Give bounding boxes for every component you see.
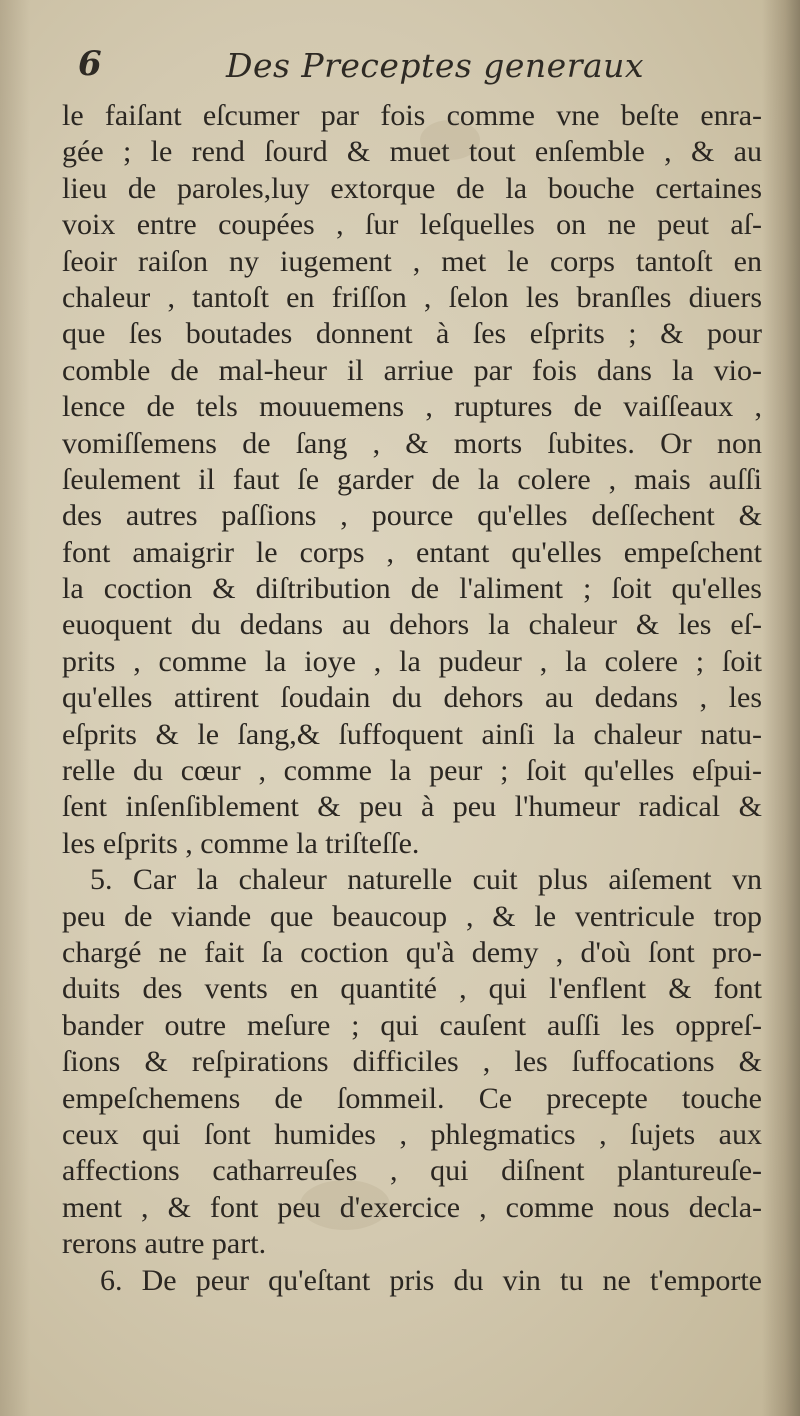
text-line: duits des vents en quantité , qui l'enflent & font — [62, 972, 762, 1006]
text-line: chargé ne fait ſa coction qu'à demy , d'où ſont pro- — [62, 935, 762, 969]
text-line: ſeulement il faut ſe garder de la colere , mais auſſi — [62, 462, 762, 496]
text-line: ſeoir raiſon ny iugement , met le corps tantoſt en — [62, 244, 762, 278]
text-line-paragraph-end: les eſprits , comme la triſteſſe. — [62, 826, 420, 860]
text-line: des autres paſſions , pource qu'elles deſſechent & — [62, 499, 762, 533]
text-line-paragraph-start: 6. De peur qu'eſtant pris du vin tu ne t'emporte — [100, 1263, 762, 1297]
page-number: 6 — [78, 44, 102, 84]
text-line: chaleur , tantoſt en friſſon , ſelon les branſles diuers — [62, 280, 762, 314]
text-line: lieu de paroles,luy extorque de la bouche certaines — [62, 171, 762, 205]
text-line: eſprits & le ſang,& ſuffoquent ainſi la chaleur natu- — [62, 717, 762, 751]
text-line: qu'elles attirent ſoudain du dehors au dedans , les — [62, 681, 762, 715]
text-line: prits , comme la ioye , la pudeur , la colere ; ſoit — [62, 644, 762, 678]
running-head: Des Preceptes generaux — [226, 46, 645, 85]
text-line: ment , & font peu d'exercice , comme nous decla- — [62, 1190, 762, 1224]
body-text — [62, 98, 762, 1299]
text-line: lence de tels mouuemens , ruptures de vaiſſeaux , — [62, 390, 762, 424]
text-line: font amaigrir le corps , entant qu'elles empeſchent — [62, 535, 762, 569]
text-line: affections catharreuſes , qui diſnent plantureuſe- — [62, 1154, 762, 1188]
text-line: que ſes boutades donnent à ſes eſprits ; & pour — [62, 317, 762, 351]
text-line-paragraph-start: 5. Car la chaleur naturelle cuit plus aiſement vn — [90, 863, 762, 897]
text-line: vomiſſemens de ſang , & morts ſubites. Or non — [62, 426, 762, 460]
text-line: gée ; le rend ſourd & muet tout enſemble , & au — [62, 135, 762, 169]
text-line: ſent inſenſiblement & peu à peu l'humeur radical & — [62, 790, 762, 824]
text-line: le faiſant eſcumer par fois comme vne beſte enra- — [62, 99, 762, 132]
text-line: ſions & reſpirations difficiles , les ſuffocations & — [62, 1045, 762, 1079]
page-header — [66, 44, 750, 94]
text-line-paragraph-end: rerons autre part. — [62, 1227, 267, 1261]
text-line: empeſchemens de ſommeil. Ce precepte touche — [62, 1081, 762, 1115]
text-line: relle du cœur , comme la peur ; ſoit qu'elles eſpui- — [62, 754, 762, 788]
text-line: voix entre coupées , ſur leſquelles on ne peut aſ- — [62, 208, 762, 242]
text-line: euoquent du dedans au dehors la chaleur & les eſ- — [62, 608, 762, 642]
text-line: peu de viande que beaucoup , & le ventricule trop — [62, 899, 762, 933]
text-line: la coction & diſtribution de l'aliment ; ſoit qu'elles — [62, 572, 762, 606]
text-line: ceux qui ſont humides , phlegmatics , ſujets aux — [62, 1117, 762, 1151]
text-line: comble de mal-heur il arriue par fois dans la vio- — [62, 353, 762, 387]
text-line: bander outre meſure ; qui cauſent auſſi les oppreſ- — [62, 1008, 762, 1042]
